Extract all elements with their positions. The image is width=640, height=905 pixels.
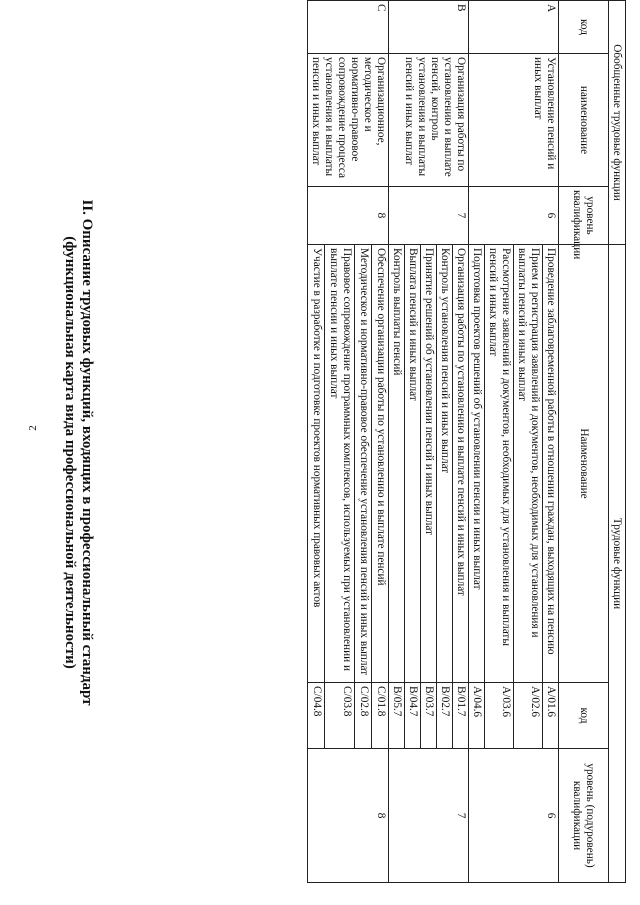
header-name-labor: Наименование	[559, 245, 609, 683]
function-code: В/01.7	[453, 683, 469, 749]
page-number: 2	[27, 425, 39, 431]
function-code: В/05.7	[389, 683, 405, 749]
function-name: Прием и регистрация заявлений и документов, необходимых для установления и выплаты пенсий и иных выплат	[514, 245, 543, 683]
function-name: Контроль установления пенсий и иных выплат	[437, 245, 453, 683]
function-level: 6	[469, 749, 559, 883]
function-code: В/03.7	[421, 683, 437, 749]
title-line-2: (функциональная карта вида профессиональной деятельности)	[62, 236, 78, 669]
function-code: С/02.8	[355, 683, 372, 749]
function-name: Выплата пенсий и иных выплат	[405, 245, 421, 683]
header-code-labor: код	[559, 683, 609, 749]
table-row	[372, 1, 389, 883]
header-code: код	[559, 1, 609, 54]
header-generalized: Обобщенные трудовые функции	[609, 1, 626, 245]
function-code: А/04.6	[469, 683, 485, 749]
table-row	[543, 1, 559, 883]
function-name: Проведение заблаговременной работы в отношении граждан, выходящих на пенсию	[543, 245, 559, 683]
group-name: Организационное, методическое и нормативно-правовое сопровождение процесса установления и выплаты пенсии и иных выплат	[308, 54, 389, 187]
function-code: В/02.7	[437, 683, 453, 749]
functional-map-table	[307, 0, 626, 883]
header-row-1	[609, 1, 626, 883]
group-code: С	[308, 1, 389, 54]
group-level: 6	[469, 187, 559, 245]
function-level: 8	[308, 749, 389, 883]
header-name-gen: наименование	[559, 54, 609, 187]
function-code: А/03.6	[485, 683, 514, 749]
function-name: Обеспечение организации работы по установлению и выплате пенсий	[372, 245, 389, 683]
function-name: Участие в разработке и подготовке проектов нормативных правовых актов	[308, 245, 325, 683]
function-name: Рассмотрение заявлений и документов, необходимых для установления и выплаты пенсий и иных выплат	[485, 245, 514, 683]
function-code: А/02.6	[514, 683, 543, 749]
header-level-labor: уровень (подуровень) квалификации	[559, 749, 609, 883]
function-code: В/04.7	[405, 683, 421, 749]
function-name: Принятие решений об установлении пенсий и иных выплат	[421, 245, 437, 683]
group-level: 8	[308, 187, 389, 245]
function-code: С/04.8	[308, 683, 325, 749]
group-name: Организация работы по установлению и выплате пенсий, контроль установления и выплаты пенсий и иных выплат	[389, 54, 469, 187]
function-name: Организация работы по установлению и выплате пенсий и иных выплат	[453, 245, 469, 683]
function-name: Контроль выплаты пенсий	[389, 245, 405, 683]
function-name: Подготовка проектов решений об установлении пенсии и иных выплат	[469, 245, 485, 683]
function-level: 7	[389, 749, 469, 883]
function-name: Методическое и нормативно-правовое обеспечение установления пенсий и иных выплат	[355, 245, 372, 683]
group-code: А	[469, 1, 559, 54]
table-row	[453, 1, 469, 883]
title-line-1: II. Описание трудовых функций, входящих в профессиональный стандарт	[79, 199, 95, 706]
function-code: С/03.8	[324, 683, 355, 749]
group-level: 7	[389, 187, 469, 245]
header-labor: Трудовые функции	[609, 245, 626, 883]
function-code: А/01.6	[543, 683, 559, 749]
function-name: Правовое сопровождение программных комплексов, используемых при установлении и выплате пенсии и иных выплат	[324, 245, 355, 683]
header-row-2	[559, 1, 609, 883]
group-code: В	[389, 1, 469, 54]
header-level-gen: уровень квалификации	[559, 187, 609, 245]
table-body	[308, 1, 626, 883]
group-name: Установление пенсий и иных выплат	[469, 54, 559, 187]
function-code: С/01.8	[372, 683, 389, 749]
section-title	[61, 0, 95, 905]
